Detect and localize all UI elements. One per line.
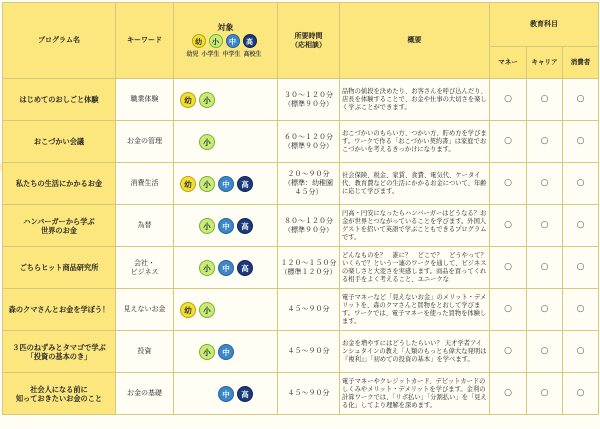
overview: 社会保険、税金、家賃、食費、電気代、ケータイ代、教育費などの生活にかかるお金について、年齢に応じて学びます。 [340, 163, 490, 205]
keyword: 為替 [116, 205, 174, 247]
target-cell [174, 289, 278, 331]
table-row [3, 373, 599, 415]
target-circle: 中 [218, 218, 234, 234]
overview: どんなものを？ 誰に？ どこで？ どうやって？ いくらで？という一連のワークを通して、ビジネスの楽しさと大変さを実感します。商品を買ってくれる相手をよく考えること、ユニークな [340, 247, 490, 289]
target-circle: 小 [199, 260, 215, 276]
header-target [174, 3, 278, 79]
target-circle: 幼 [180, 302, 196, 318]
overview: 電子マネーやクレジットカード、デビットカードのしくみやメリット・デメリットを学びます。金利の計算ワークでは、「リボ払い」「分割払い」を「見える化」してより理解を深めます。 [340, 373, 490, 415]
target-circle: 高 [237, 176, 253, 192]
keyword: 見えないお金 [116, 289, 174, 331]
mark-consumer: ○ [563, 205, 599, 247]
keyword: 消費生活 [116, 163, 174, 205]
mark-career: ○ [527, 331, 563, 373]
target-circle: 中 [218, 386, 234, 402]
target-kinder-circle: 幼 [192, 34, 206, 48]
program-name: 社会人になる前に 知っておきたいお金のこと [3, 373, 116, 415]
mark-career: ○ [527, 205, 563, 247]
program-name: ハンバーガーから学ぶ 世界のお金 [3, 205, 116, 247]
program-name: ごちらヒット商品研究所 [3, 247, 116, 289]
target-cell [174, 331, 278, 373]
header-time: 所要時間 （応相談） [278, 3, 340, 79]
target-circle: 幼 [180, 92, 196, 108]
mark-money: ○ [490, 289, 527, 331]
overview: 電子マネーなど「見えないお金」のメリット・デメリットを、森のクマさんと買物をとおして学びます。ワークでは、電子マネーを使った買物を体験します。 [340, 289, 490, 331]
mark-career: ○ [527, 121, 563, 163]
keyword: お金の基礎 [116, 373, 174, 415]
program-name: はじめてのおしごと体験 [3, 79, 116, 121]
mark-money: ○ [490, 79, 527, 121]
table-row [3, 205, 599, 247]
target-circle: 中 [218, 344, 234, 360]
target-circle: 高 [237, 218, 253, 234]
header-subject-career: キャリア [527, 47, 563, 79]
header-program: プログラム名 [3, 3, 116, 79]
target-circle: 高 [237, 260, 253, 276]
header-subject-money: マネー [490, 47, 527, 79]
header-overview: 概要 [340, 3, 490, 79]
target-junior-circle: 中 [226, 34, 240, 48]
target-label-junior: 中学生 [222, 50, 241, 58]
keyword: 職業体験 [116, 79, 174, 121]
mark-career: ○ [527, 79, 563, 121]
mark-consumer: ○ [563, 79, 599, 121]
target-cell [174, 79, 278, 121]
program-name: おこづかい会議 [3, 121, 116, 163]
overview: おこづかいのもらい方、つかい方、貯め方を学びます。ワークで作る「おこづかい契約書」は家庭でおこづかいを考えるきっかけになります。 [340, 121, 490, 163]
program-table [2, 2, 599, 415]
duration: １２０～１５０分 （標準１２０分） [278, 247, 340, 289]
overview: 円高・円安になったらハンバーガーはどうなる？お金が世界とつながっていることを学びます。外国人ゲストを招いて英語で学ぶこともできるプログラムです。 [340, 205, 490, 247]
keyword: 会社・ ビジネス [116, 247, 174, 289]
mark-consumer: ○ [563, 373, 599, 415]
mark-consumer: ○ [563, 331, 599, 373]
mark-money: ○ [490, 331, 527, 373]
mark-career: ○ [527, 289, 563, 331]
header-subject: 教育科目 [490, 3, 599, 47]
mark-consumer: ○ [563, 121, 599, 163]
table-row [3, 331, 599, 373]
duration: ２０～９０分 （標準：幼稚園 ４５分） [278, 163, 340, 205]
target-circle: 高 [237, 386, 253, 402]
mark-career: ○ [527, 163, 563, 205]
overview: 品物の値段を決めたり、お客さんを呼び込んだり、店長を体験することで、お金や仕事の大切さを楽しく学ぶことができます。 [340, 79, 490, 121]
target-cell [174, 373, 278, 415]
mark-consumer: ○ [563, 289, 599, 331]
duration: ８０～１２０分 （標準９０分） [278, 205, 340, 247]
target-circle: 小 [199, 92, 215, 108]
target-circle: 小 [199, 176, 215, 192]
keyword: お金の管理 [116, 121, 174, 163]
header-keyword: キーワード [116, 3, 174, 79]
target-elementary-circle: 小 [209, 34, 223, 48]
mark-money: ○ [490, 205, 527, 247]
table-row [3, 121, 599, 163]
target-label-elementary: 小学生 [201, 50, 220, 58]
table-row [3, 247, 599, 289]
target-circle: 小 [199, 134, 215, 150]
mark-money: ○ [490, 121, 527, 163]
target-circle: 中 [218, 260, 234, 276]
target-cell [174, 163, 278, 205]
duration: ４５～９０分 [278, 331, 340, 373]
target-label-kinder: 幼児 [186, 50, 199, 58]
target-circle: 中 [218, 176, 234, 192]
mark-career: ○ [527, 247, 563, 289]
duration: ４５～９０分 [278, 373, 340, 415]
mark-money: ○ [490, 163, 527, 205]
overview: お金を増やすにはどうしたらいい？ 天才学者アインシュタインの教え「人類のもっとも偉大な発明は『複利』」「初めての投資の基本」を学べます。 [340, 331, 490, 373]
target-cell [174, 205, 278, 247]
duration: ６０～１２０分 （標準９０分） [278, 121, 340, 163]
table-row [3, 289, 599, 331]
program-name: 私たちの生活にかかるお金 [3, 163, 116, 205]
mark-money: ○ [490, 247, 527, 289]
mark-consumer: ○ [563, 163, 599, 205]
target-circle: 小 [199, 302, 215, 318]
target-cell [174, 247, 278, 289]
keyword: 投資 [116, 331, 174, 373]
target-circle: 小 [199, 344, 215, 360]
program-name: 森のクマさんとお金を学ぼう！ [3, 289, 116, 331]
target-circle: 小 [199, 218, 215, 234]
mark-consumer: ○ [563, 247, 599, 289]
duration: ３０～１２０分 （標準９０分） [278, 79, 340, 121]
target-circle: 幼 [180, 176, 196, 192]
mark-career: ○ [527, 373, 563, 415]
target-cell [174, 121, 278, 163]
table-row [3, 79, 599, 121]
header-target-title: 対象 [217, 22, 234, 32]
mark-money: ○ [490, 373, 527, 415]
target-label-high: 高校生 [243, 50, 262, 58]
program-name: ３匹のねずみとタマゴで学ぶ 「投資の基本のき」 [3, 331, 116, 373]
header-subject-consumer: 消費者 [563, 47, 599, 79]
table-row [3, 163, 599, 205]
duration: ４５～９０分 [278, 289, 340, 331]
target-high-circle: 高 [243, 34, 257, 48]
